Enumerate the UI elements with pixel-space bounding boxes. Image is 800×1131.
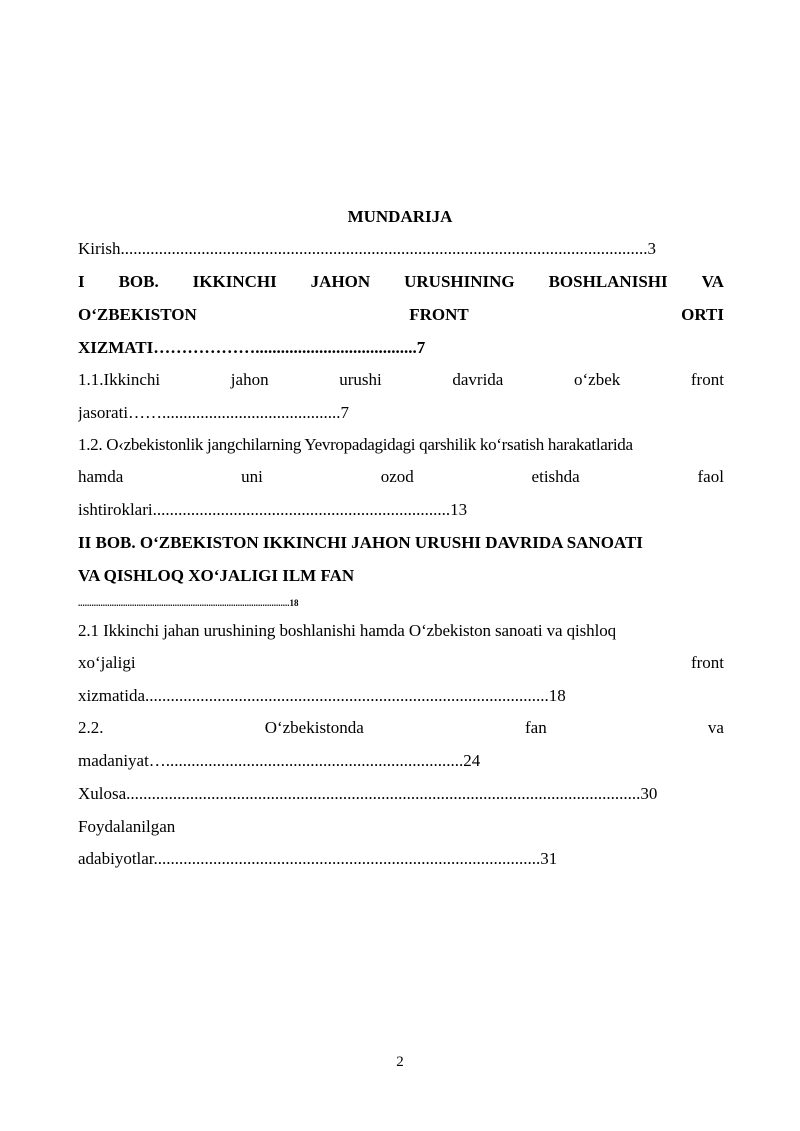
toc-word: fan bbox=[525, 718, 547, 737]
page-title: MUNDARIJA bbox=[347, 207, 453, 226]
toc-word: 1.1.Ikkinchi bbox=[78, 370, 161, 389]
toc-word: O‘zbekistonda bbox=[264, 718, 364, 737]
toc-entry-xulosa: Xulosa.........................................................................................................................30 bbox=[78, 784, 658, 803]
toc-chapter-1-line-2 bbox=[78, 304, 724, 326]
toc-word: jahon bbox=[230, 370, 269, 389]
toc-word: hamda bbox=[78, 467, 124, 486]
toc-entry-1-2-line-3: ishtiroklari......................................................................13 bbox=[78, 500, 468, 519]
toc-entry-foydalanilgan-line-2: adabiyotlar...........................................................................................31 bbox=[78, 849, 558, 868]
toc-word: davrida bbox=[452, 370, 504, 389]
toc-word: URUSHINING bbox=[404, 272, 515, 291]
toc-word: uni bbox=[241, 467, 263, 486]
toc-entry-1-1-line-1 bbox=[78, 369, 724, 391]
toc-word: ozod bbox=[380, 467, 414, 486]
toc-entry-2-2-line-1 bbox=[78, 717, 724, 739]
toc-chapter-2-line-2: VA QISHLOQ XO‘JALIGI ILM FAN bbox=[78, 566, 355, 585]
toc-entry-kirish: Kirish............................................................................................................................3 bbox=[78, 239, 656, 258]
toc-entry-1-2-line-1: 1.2. O‹zbekistonlik jangchilarning Yevropadagidagi qarshilik ko‘rsatish harakatlarida bbox=[78, 435, 633, 454]
toc-word: faol bbox=[697, 467, 724, 486]
toc-word: JAHON bbox=[310, 272, 371, 291]
toc-chapter-2-line-1: II BOB. O‘ZBEKISTON IKKINCHI JAHON URUSHI DAVRIDA SANOATI bbox=[78, 533, 643, 552]
toc-word: 2.2. bbox=[78, 718, 104, 737]
toc-word: VA bbox=[701, 272, 724, 291]
toc-chapter-2-line-3: ..............................................................................................18 bbox=[78, 598, 299, 608]
toc-word: I bbox=[78, 272, 85, 291]
toc-entry-1-2-line-2 bbox=[78, 466, 724, 488]
toc-word: BOB. bbox=[118, 272, 159, 291]
toc-word: etishda bbox=[531, 467, 580, 486]
toc-entry-2-1-line-1: 2.1 Ikkinchi jahan urushining boshlanishi hamda O‘zbekiston sanoati va qishloq bbox=[78, 621, 617, 640]
toc-word: BOSHLANISHI bbox=[548, 272, 668, 291]
toc-chapter-1-line-1 bbox=[78, 271, 724, 293]
toc-word: va bbox=[707, 718, 724, 737]
toc-word: ORTI bbox=[681, 305, 724, 324]
toc-entry-2-1-line-2 bbox=[78, 652, 724, 674]
toc-word: O‘ZBEKISTON bbox=[78, 305, 197, 324]
toc-word: xo‘jaligi bbox=[78, 653, 136, 672]
toc-entry-2-1-line-3: xizmatida...............................................................................................18 bbox=[78, 686, 566, 705]
toc-word: front bbox=[690, 370, 724, 389]
toc-word: o‘zbek bbox=[573, 370, 621, 389]
toc-entry-foydalanilgan-line-1: Foydalanilgan bbox=[78, 817, 176, 836]
toc-word: front bbox=[690, 653, 724, 672]
toc-chapter-1-line-3: XIZMATI………………......................................7 bbox=[78, 338, 426, 357]
page-number: 2 bbox=[396, 1054, 404, 1070]
toc-word: FRONT bbox=[409, 305, 469, 324]
toc-word: IKKINCHI bbox=[192, 272, 277, 291]
toc-word: urushi bbox=[339, 370, 382, 389]
toc-entry-1-1-line-2: jasorati……..........................................7 bbox=[78, 403, 350, 422]
toc-entry-2-2-line-2: madaniyat…......................................................................24 bbox=[78, 751, 481, 770]
